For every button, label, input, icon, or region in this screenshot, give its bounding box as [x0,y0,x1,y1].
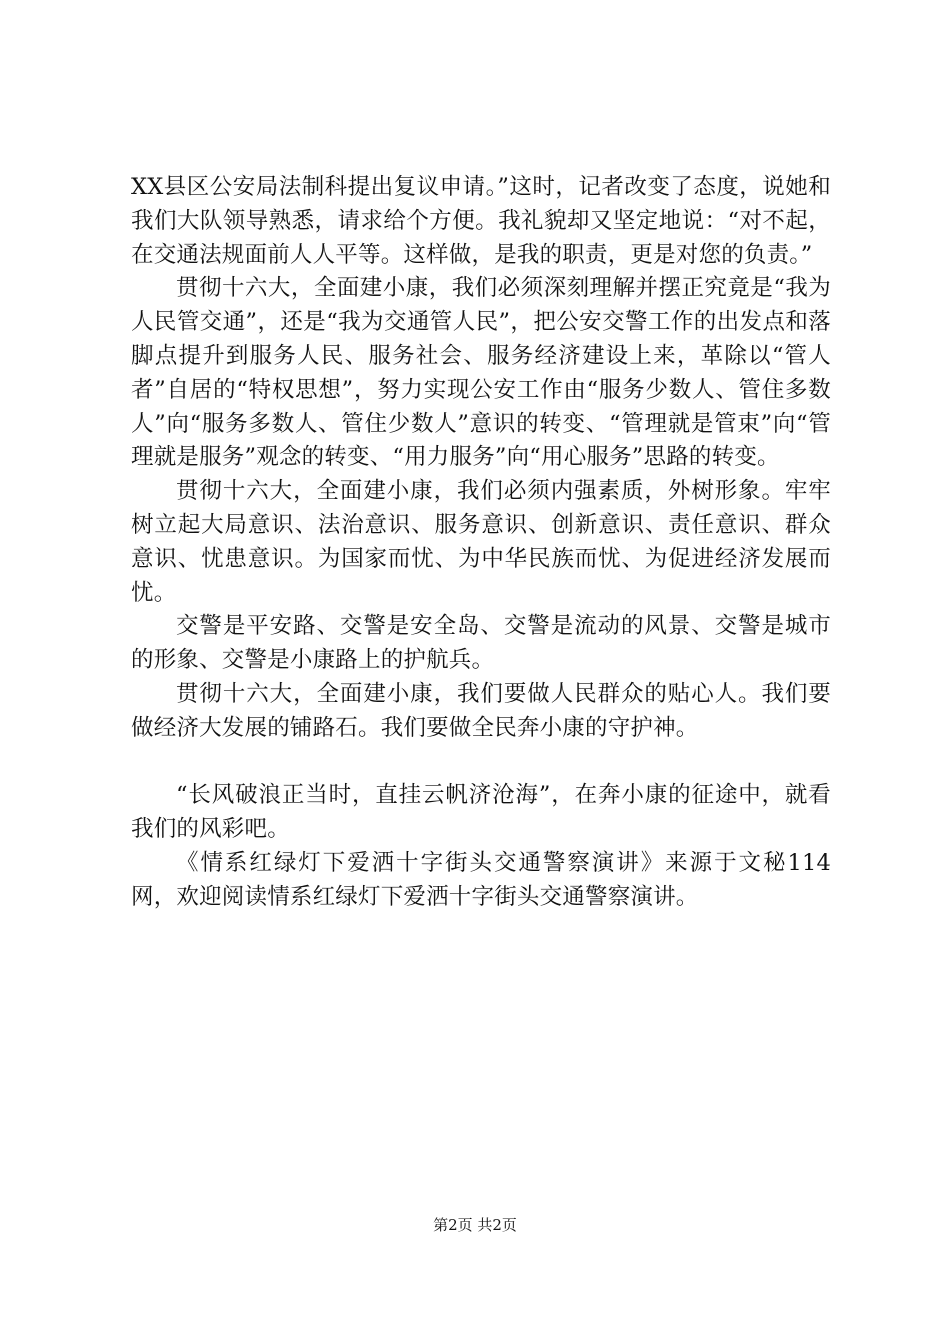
paragraph-spacer [131,746,831,780]
paragraph-3: 贯彻十六大，全面建小康，我们必须内强素质，外树形象。牢牢树立起大局意识、法治意识、服务意识、创新意识、责任意识、群众意识、忧患意识。为国家而忧、为中华民族而忧、为促进经济发展而忧。 [131,478,831,606]
paragraph-4: 交警是平安路、交警是安全岛、交警是流动的风景、交警是城市的形象、交警是小康路上的护航兵。 [131,613,831,674]
paragraph-7: 《情系红绿灯下爱洒十字街头交通警察演讲》来源于文秘114网，欢迎阅读情系红绿灯下爱洒十字街头交通警察演讲。 [131,849,831,910]
paragraph-5: 贯彻十六大，全面建小康，我们要做人民群众的贴心人。我们要做经济大发展的铺路石。我们要做全民奔小康的守护神。 [131,680,831,741]
paragraph-2: 贯彻十六大，全面建小康，我们必须深刻理解并摆正究竟是“我为人民管交通”，还是“我为交通管人民”，把公安交警工作的出发点和落脚点提升到服务人民、服务社会、服务经济建设上来，革除以“管人者”自居的“特权思想”，努力实现公安工作由“服务少数人、管住多数人”向“服务多数人、管住少数人”意识的转变、“管理就是管束”向“管理就是服务”观念的转变、“用力服务”向“用心服务”思路的转变。 [131,275,831,471]
document-body [131,171,831,915]
page-number-footer: 第2页 共2页 [433,1216,517,1234]
paragraph-6: “长风破浪正当时，直挂云帆济沧海”，在奔小康的征途中，就看我们的风彩吧。 [131,782,831,843]
paragraph-1: XX县区公安局法制科提出复议申请。”这时，记者改变了态度，说她和我们大队领导熟悉，请求给个方便。我礼貌却又坚定地说：“对不起，在交通法规面前人人平等。这样做，是我的职责，更是对您的负责。” [131,174,831,268]
